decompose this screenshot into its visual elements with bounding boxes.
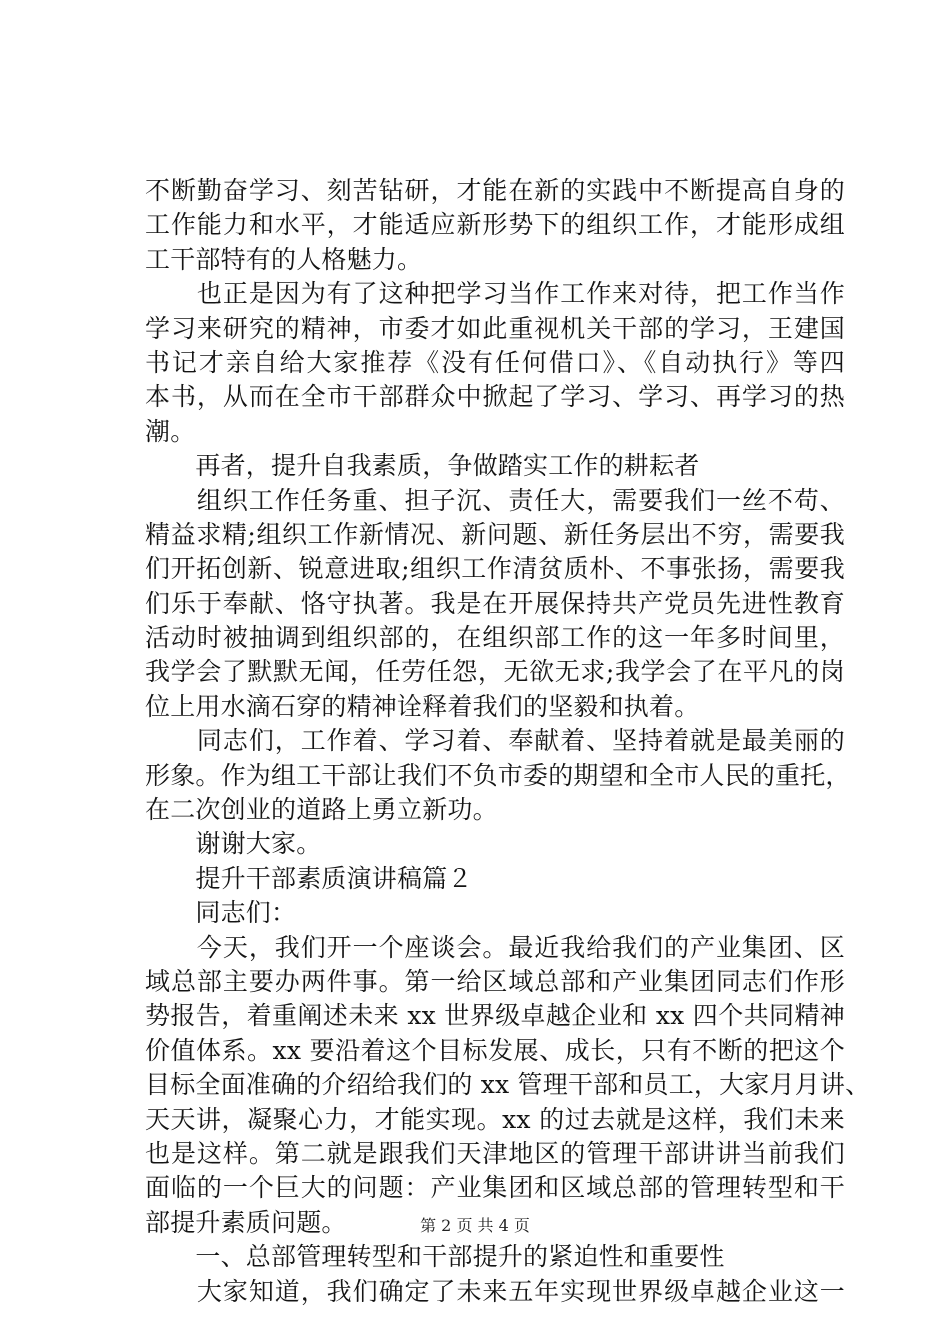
text-line: 价值体系。xx 要沿着这个目标发展、成长，只有不断的把这个 (145, 1035, 845, 1065)
text-line: 同志们： (145, 898, 297, 928)
text-line: 面临的一个巨大的问题：产业集团和区域总部的管理转型和干 (145, 1173, 845, 1203)
text-line: 域总部主要办两件事。第一给区域总部和产业集团同志们作形 (145, 966, 845, 996)
text-line: 天天讲，凝聚心力，才能实现。xx 的过去就是这样，我们未来 (145, 1104, 845, 1134)
text-line: 也是这样。第二就是跟我们天津地区的管理干部讲讲当前我们 (145, 1138, 845, 1168)
text-line: 谢谢大家。 (145, 829, 322, 859)
text-line: 形象。作为组工干部让我们不负市委的期望和全市人民的重托， (145, 760, 851, 790)
document-body (145, 174, 871, 1309)
text-line: 组织工作任务重、担子沉、责任大，需要我们一丝不苟、 (145, 485, 845, 515)
text-line: 本书，从而在全市干部群众中掀起了学习、学习、再学习的热 (145, 382, 845, 412)
text-line: 学习来研究的精神，市委才如此重视机关干部的学习，王建国 (145, 313, 845, 343)
text-line: 提升干部素质演讲稿篇２ (145, 863, 473, 893)
text-line: 大家知道，我们确定了未来五年实现世界级卓越企业这一 (145, 1276, 845, 1306)
text-line: 也正是因为有了这种把学习当作工作来对待，把工作当作 (145, 279, 845, 309)
text-line: 活动时被抽调到组织部的，在组织部工作的这一年多时间里， (145, 623, 845, 653)
text-line: 同志们，工作着、学习着、奉献着、坚持着就是最美丽的 (145, 726, 845, 756)
text-line: 在二次创业的道路上勇立新功。 (145, 795, 498, 825)
page-footer: 第 2 页 共 4 页 (420, 1216, 530, 1235)
text-line: 不断勤奋学习、刻苦钻研，才能在新的实践中不断提高自身的 (145, 176, 845, 205)
text-line: 今天，我们开一个座谈会。最近我给我们的产业集团、区 (145, 932, 845, 962)
text-line: 目标全面准确的介绍给我们的 xx 管理干部和员工，大家月月讲、 (145, 1070, 871, 1100)
text-line: 我学会了默默无闻，任劳任怨，无欲无求;我学会了在平凡的岗 (145, 657, 845, 687)
text-line: 部提升素质问题。 (145, 1207, 347, 1237)
text-line: 一、总部管理转型和干部提升的紧迫性和重要性 (145, 1242, 725, 1272)
text-line: 精益求精;组织工作新情况、新问题、新任务层出不穷，需要我 (145, 519, 845, 549)
text-line: 们开拓创新、锐意进取;组织工作清贫质朴、不事张扬，需要我 (145, 554, 845, 584)
text-line: 工作能力和水平，才能适应新形势下的组织工作，才能形成组 (145, 210, 845, 240)
text-line: 再者，提升自我素质，争做踏实工作的耕耘者 (145, 451, 700, 481)
text-line: 书记才亲自给大家推荐《没有任何借口》、《自动执行》等四 (145, 347, 845, 377)
text-line: 潮。 (145, 416, 196, 446)
text-line: 们乐于奉献、恪守执著。我是在开展保持共产党员先进性教育 (145, 588, 845, 618)
text-line: 位上用水滴石穿的精神诠释着我们的坚毅和执着。 (145, 691, 700, 721)
text-line: 势报告，着重阐述未来 xx 世界级卓越企业和 xx 四个共同精神 (145, 1001, 845, 1031)
text-line: 工干部特有的人格魅力。 (145, 244, 423, 274)
